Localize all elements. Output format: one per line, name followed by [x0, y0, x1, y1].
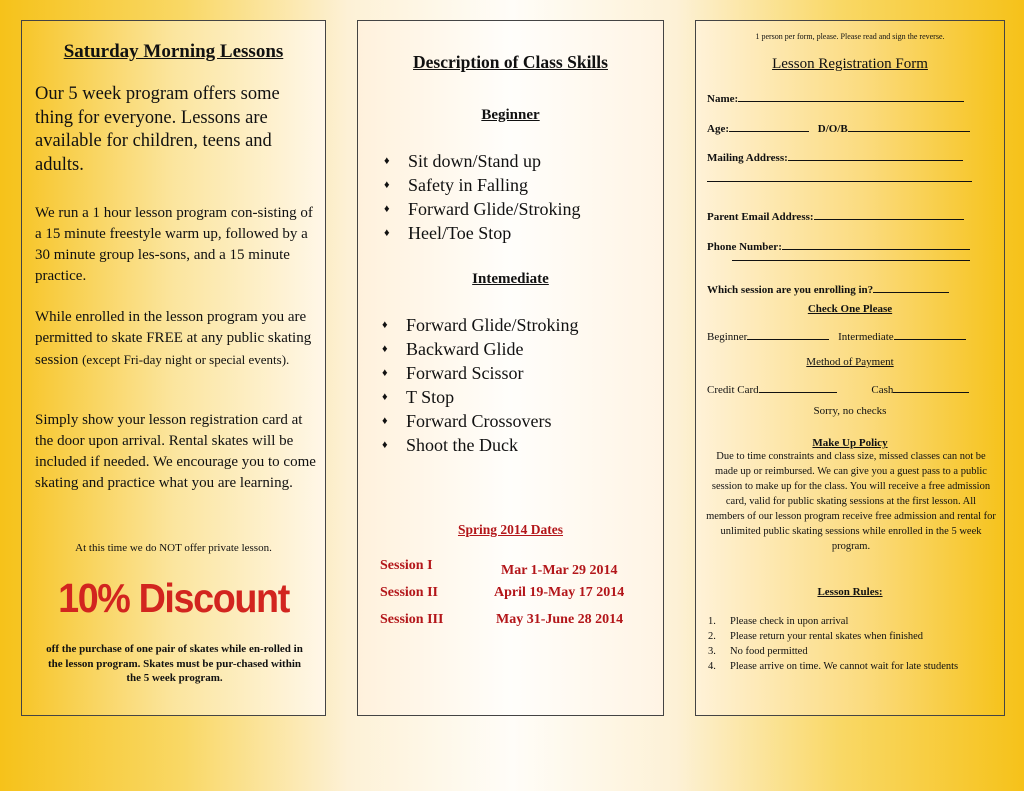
session-name: Session II — [380, 585, 438, 600]
name-field[interactable]: Name: — [707, 91, 964, 105]
payment-options[interactable]: Credit Card Cash — [707, 382, 969, 396]
age-dob-field[interactable]: Age: D/O/B — [707, 121, 970, 135]
rule-item: 4. Please arrive on time. We cannot wait for late students — [708, 661, 959, 672]
bullet-icon: ♦ — [384, 155, 390, 167]
intro-text: Our 5 week program offers some thing for everyone. Lessons are available for children, teens and adults. — [35, 84, 280, 175]
skill-item: ♦ T Stop — [382, 387, 455, 407]
skill-item: ♦ Backward Glide — [382, 339, 524, 359]
skill-item: ♦ Heel/Toe Stop — [384, 223, 512, 243]
session-dates: April 19-May 17 2014 — [494, 585, 625, 600]
check-one-label: Check One Please — [807, 303, 893, 315]
spring-dates-heading: Spring 2014 Dates — [457, 522, 563, 537]
free-skating-exception: (except Fri-day night or special events). — [82, 352, 290, 367]
session-name: Session I — [380, 558, 433, 573]
skill-item: ♦ Safety in Falling — [384, 175, 528, 195]
makeup-policy-heading: Make Up Policy — [812, 437, 888, 449]
session-enroll-field[interactable]: Which session are you enrolling in? — [707, 282, 949, 296]
bullet-icon: ♦ — [382, 439, 388, 451]
form-instructions: 1 person per form, please. Please read and sign the reverse. — [755, 32, 945, 41]
address-line-2[interactable] — [707, 181, 972, 182]
skill-item: ♦ Forward Glide/Stroking — [382, 315, 579, 335]
left-panel — [21, 20, 326, 716]
lesson-rules-list — [708, 614, 993, 674]
bullet-icon: ♦ — [382, 391, 388, 403]
intermediate-skill-list — [378, 313, 648, 457]
panel-title: Saturday Morning Lessons — [63, 41, 284, 62]
mailing-address-field[interactable]: Mailing Address: — [707, 150, 963, 164]
no-checks-note: Sorry, no checks — [813, 405, 887, 417]
beginner-heading: Beginner — [481, 107, 540, 123]
registration-card-text: Simply show your lesson registration card at the door upon arrival. Rental skates will be included if needed. We encourage you to come skating and practice what you are learning. — [35, 412, 316, 491]
phone-line-2[interactable] — [732, 260, 970, 261]
bullet-icon: ♦ — [384, 227, 390, 239]
private-lesson-note: At this time we do NOT offer private lesson. — [75, 542, 272, 554]
right-panel — [695, 20, 1005, 716]
bullet-icon: ♦ — [382, 343, 388, 355]
parent-email-field[interactable]: Parent Email Address: — [707, 209, 964, 223]
lesson-rules-heading: Lesson Rules: — [817, 586, 883, 598]
intermediate-heading: Intemediate — [472, 271, 549, 287]
middle-panel — [357, 20, 664, 716]
session-dates: May 31-June 28 2014 — [496, 612, 624, 627]
skill-item: ♦ Shoot the Duck — [382, 435, 518, 455]
bullet-icon: ♦ — [382, 319, 388, 331]
makeup-policy-text: Due to time constraints and class size, missed classes can not be made up or reimbursed. We can give you a guest pass to a public session to make up for the class. You will receive a free admission card, valid for public skating sessions at the first lesson. All members of our lesson program receive free admission and rental for unlimited public skating sessions while enrolled in the 5 week program. — [706, 451, 996, 552]
session-name: Session III — [380, 612, 444, 627]
discount-details: off the purchase of one pair of skates while en-rolled in the lesson program. Skates must be pur-chased within the 5 week program. — [46, 643, 303, 684]
rule-item: 3. No food permitted — [708, 646, 808, 657]
free-skating-text — [35, 307, 320, 371]
level-options[interactable]: Beginner Intermediate — [707, 329, 966, 343]
bullet-icon: ♦ — [384, 179, 390, 191]
skill-item: ♦ Sit down/Stand up — [384, 151, 542, 171]
lesson-format-text: We run a 1 hour lesson program con-sisting of a 15 minute freestyle warm up, followed by a 30 minute group les-sons, and a 15 minute practice. — [35, 205, 313, 284]
beginner-skill-list — [380, 149, 650, 245]
skills-title: Description of Class Skills — [413, 52, 608, 72]
skill-item: ♦ Forward Scissor — [382, 363, 524, 383]
bullet-icon: ♦ — [384, 203, 390, 215]
skill-item: ♦ Forward Crossovers — [382, 411, 552, 431]
discount-banner: 10% Discount — [58, 575, 289, 621]
rule-item: 2. Please return your rental skates when finished — [708, 631, 924, 642]
phone-field[interactable]: Phone Number: — [707, 239, 970, 253]
bullet-icon: ♦ — [382, 367, 388, 379]
form-title: Lesson Registration Form — [772, 56, 928, 72]
payment-heading: Method of Payment — [806, 356, 894, 368]
session-dates: Mar 1-Mar 29 2014 — [501, 563, 618, 578]
skill-item: ♦ Forward Glide/Stroking — [384, 199, 581, 219]
free-skating-main: While enrolled in the lesson program you are permitted to skate FREE at any public skating session — [35, 309, 312, 368]
rule-item: 1. Please check in upon arrival — [708, 616, 849, 627]
bullet-icon: ♦ — [382, 415, 388, 427]
